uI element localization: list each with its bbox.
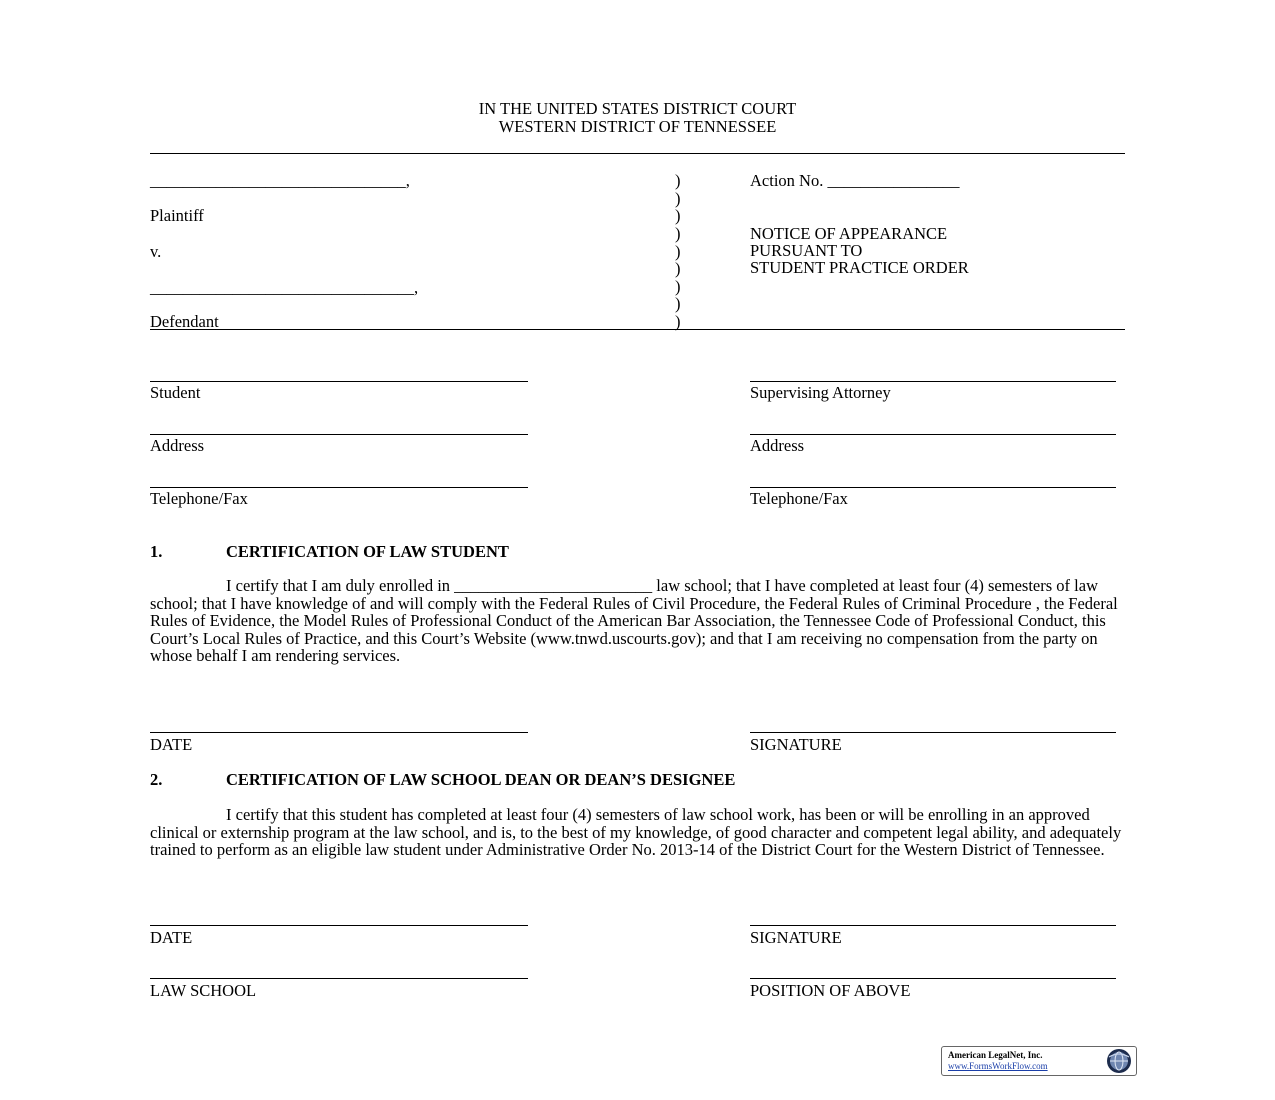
- court-name-line1: IN THE UNITED STATES DISTRICT COURT: [478, 99, 797, 118]
- defendant-blank: ________________________________,: [150, 278, 419, 297]
- document-title-line1: NOTICE OF APPEARANCE: [750, 224, 948, 243]
- section2-body: I certify that this student has completed at least four (4) semesters of law school work, has been or will be enrolling in an approved clinical or externship program at the law school, and is, to the best of my knowledge, of good character and competent legal ability, and adequately trained to perform as an eligible law student under Administrative Order No. 2013-14 of the District Court for the Western District of Tennessee.: [150, 805, 1122, 860]
- globe-icon: [1106, 1048, 1132, 1074]
- law-school-line: [150, 978, 528, 979]
- section1-date-label: DATE: [150, 735, 193, 754]
- law-school-label: LAW SCHOOL: [150, 981, 257, 1000]
- section2-number: 2.: [150, 770, 163, 789]
- court-name-line2: WESTERN DISTRICT OF TENNESSEE: [498, 117, 777, 136]
- student-line: [150, 381, 528, 382]
- student-telephone-line: [150, 487, 528, 488]
- caption-paren: ): [675, 171, 681, 190]
- supervising-attorney-line: [750, 381, 1116, 382]
- section1-number: 1.: [150, 542, 163, 561]
- section1-date-line: [150, 732, 528, 733]
- caption-paren: ): [675, 294, 681, 313]
- attorney-address-line: [750, 434, 1116, 435]
- defendant-label: Defendant: [150, 312, 219, 331]
- logo-website-link[interactable]: www.FormsWorkFlow.com: [948, 1061, 1048, 1071]
- logo-company-name: American LegalNet, Inc.: [948, 1050, 1043, 1060]
- position-line: [750, 978, 1116, 979]
- document-title-line3: STUDENT PRACTICE ORDER: [750, 258, 969, 277]
- document-title-line2: PURSUANT TO: [750, 241, 863, 260]
- caption-paren: ): [675, 206, 681, 225]
- caption-paren: ): [675, 312, 681, 331]
- action-number: Action No. ________________: [750, 171, 960, 190]
- position-label: POSITION OF ABOVE: [750, 981, 911, 1000]
- caption-paren: ): [675, 259, 681, 278]
- student-label: Student: [150, 383, 201, 402]
- caption-paren: ): [675, 242, 681, 261]
- section1-signature-label: SIGNATURE: [750, 735, 842, 754]
- header-divider: [150, 153, 1125, 154]
- section2-signature-line: [750, 925, 1116, 926]
- section1-heading: CERTIFICATION OF LAW STUDENT: [226, 542, 509, 561]
- section2-date-line: [150, 925, 528, 926]
- caption-divider: [150, 329, 1125, 330]
- plaintiff-blank: _______________________________,: [150, 171, 410, 190]
- section1-signature-line: [750, 732, 1116, 733]
- section2-heading: CERTIFICATION OF LAW SCHOOL DEAN OR DEAN’S DESIGNEE: [226, 770, 736, 789]
- student-telephone-label: Telephone/Fax: [150, 489, 248, 508]
- student-address-line: [150, 434, 528, 435]
- plaintiff-label: Plaintiff: [150, 206, 204, 225]
- section2-date-label: DATE: [150, 928, 193, 947]
- versus-label: v.: [150, 242, 162, 261]
- supervising-attorney-label: Supervising Attorney: [750, 383, 891, 402]
- caption-paren: ): [675, 277, 681, 296]
- student-address-label: Address: [150, 436, 205, 455]
- section1-body: I certify that I am duly enrolled in ________________________ law school; that I have completed at least four (4) semesters of law school; that I have knowledge of and will comply with the Federal Rules of Civil Procedure, the Federal Rules of Criminal Procedure , the Federal Rules of Evidence, the Model Rules of Professional Conduct of the American Bar Association, the Tennessee Code of Professional Conduct, this Court’s Local Rules of Practice, and this Court’s Website (www.tnwd.uscourts.gov); and that I am receiving no compensation from the party on whose behalf I am rendering services.: [150, 576, 1118, 666]
- caption-paren: ): [675, 224, 681, 243]
- caption-paren: ): [675, 189, 681, 208]
- american-legalnet-logo[interactable]: [941, 1046, 1137, 1076]
- attorney-telephone-label: Telephone/Fax: [750, 489, 848, 508]
- attorney-telephone-line: [750, 487, 1116, 488]
- attorney-address-label: Address: [750, 436, 805, 455]
- section2-signature-label: SIGNATURE: [750, 928, 842, 947]
